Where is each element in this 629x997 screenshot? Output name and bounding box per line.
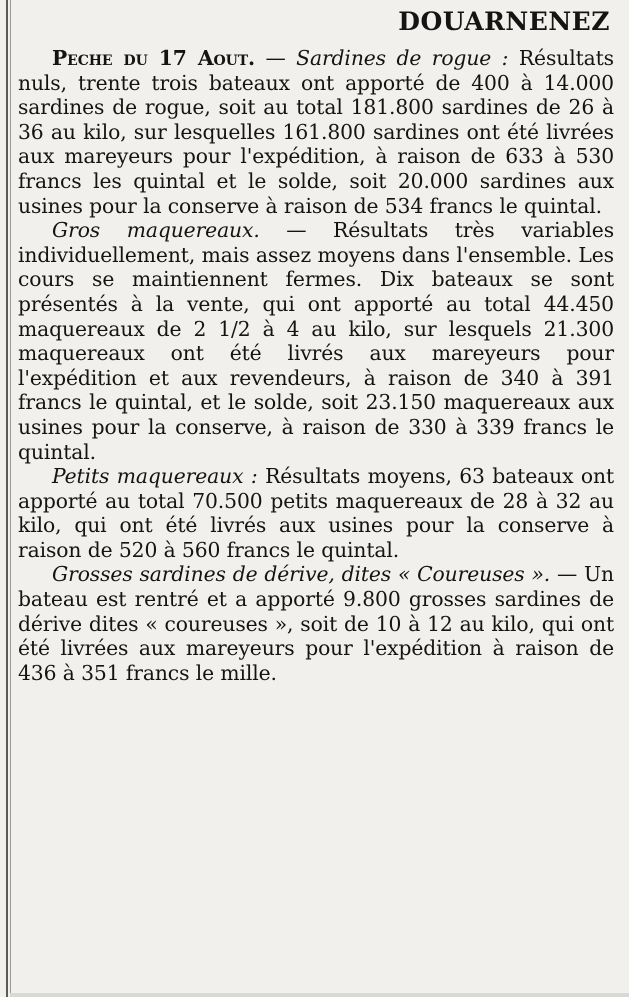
section-heading: Grosses sardines de dérive, dites « Coureuses ». [52, 562, 551, 587]
paragraph-sardines-rogue [18, 46, 614, 218]
paragraph-body: — Résultats très variables individuellement, mais assez moyens dans l'ensemble. Les cours se maintiennent fermes. Dix bateaux se sont présentés à la vente, qui ont apporté au total 44.450 maquereaux de 2 1/2 à 4 au kilo, sur lesquels 21.300 maquereaux ont été livrés aux mareyeurs pour l'expédition et aux revendeurs, à raison de 340 à 391 francs le quintal, et le solde, soit 23.150 maquereaux aux usines pour la conserve, à raison de 330 à 339 francs le quintal. [18, 218, 614, 464]
section-heading: Sardines de rogue : [296, 46, 509, 70]
column-rule [6, 0, 8, 997]
paragraph-grosses-sardines [18, 562, 614, 685]
paragraph-gros-maquereaux [18, 218, 614, 464]
dateline: Peche du 17 Aout. [52, 46, 256, 70]
column-rule-inner [10, 0, 11, 997]
page-bottom-edge [10, 993, 629, 997]
paragraph-body: Résultats nuls, trente trois bateaux ont apporté de 400 à 14.000 sardines de rogue, soit au total 181.800 sardines de 26 à 36 au kilo, sur lesquelles 161.800 sardines ont été livrées aux mareyeurs pour l'expédition, à raison de 633 à 530 francs les quintal et le solde, soit 20.000 sardines aux usines pour la conserve à raison de 534 francs le quintal. [18, 46, 614, 218]
article-column [18, 6, 614, 685]
article-title: DOUARNENEZ [398, 7, 610, 36]
paragraph-body: — Un bateau est rentré et a apporté 9.800 grosses sardines de dérive dites « coureuses », soit de 10 à 12 au kilo, qui ont été livrées aux mareyeurs pour l'expédition à raison de 436 à 351 francs le mille. [18, 562, 614, 685]
paragraph-body: Résultats moyens, 63 bateaux ont apporté au total 70.500 petits maquereaux de 28 à 32 au kilo, qui ont été livrés aux usines pour la conserve à raison de 520 à 560 francs le quintal. [18, 464, 614, 562]
section-heading: Petits maquereaux : [52, 464, 258, 489]
section-heading: Gros maquereaux. [52, 218, 260, 243]
dateline-separator: — [255, 46, 297, 70]
paragraph-petits-maquereaux [18, 464, 614, 562]
